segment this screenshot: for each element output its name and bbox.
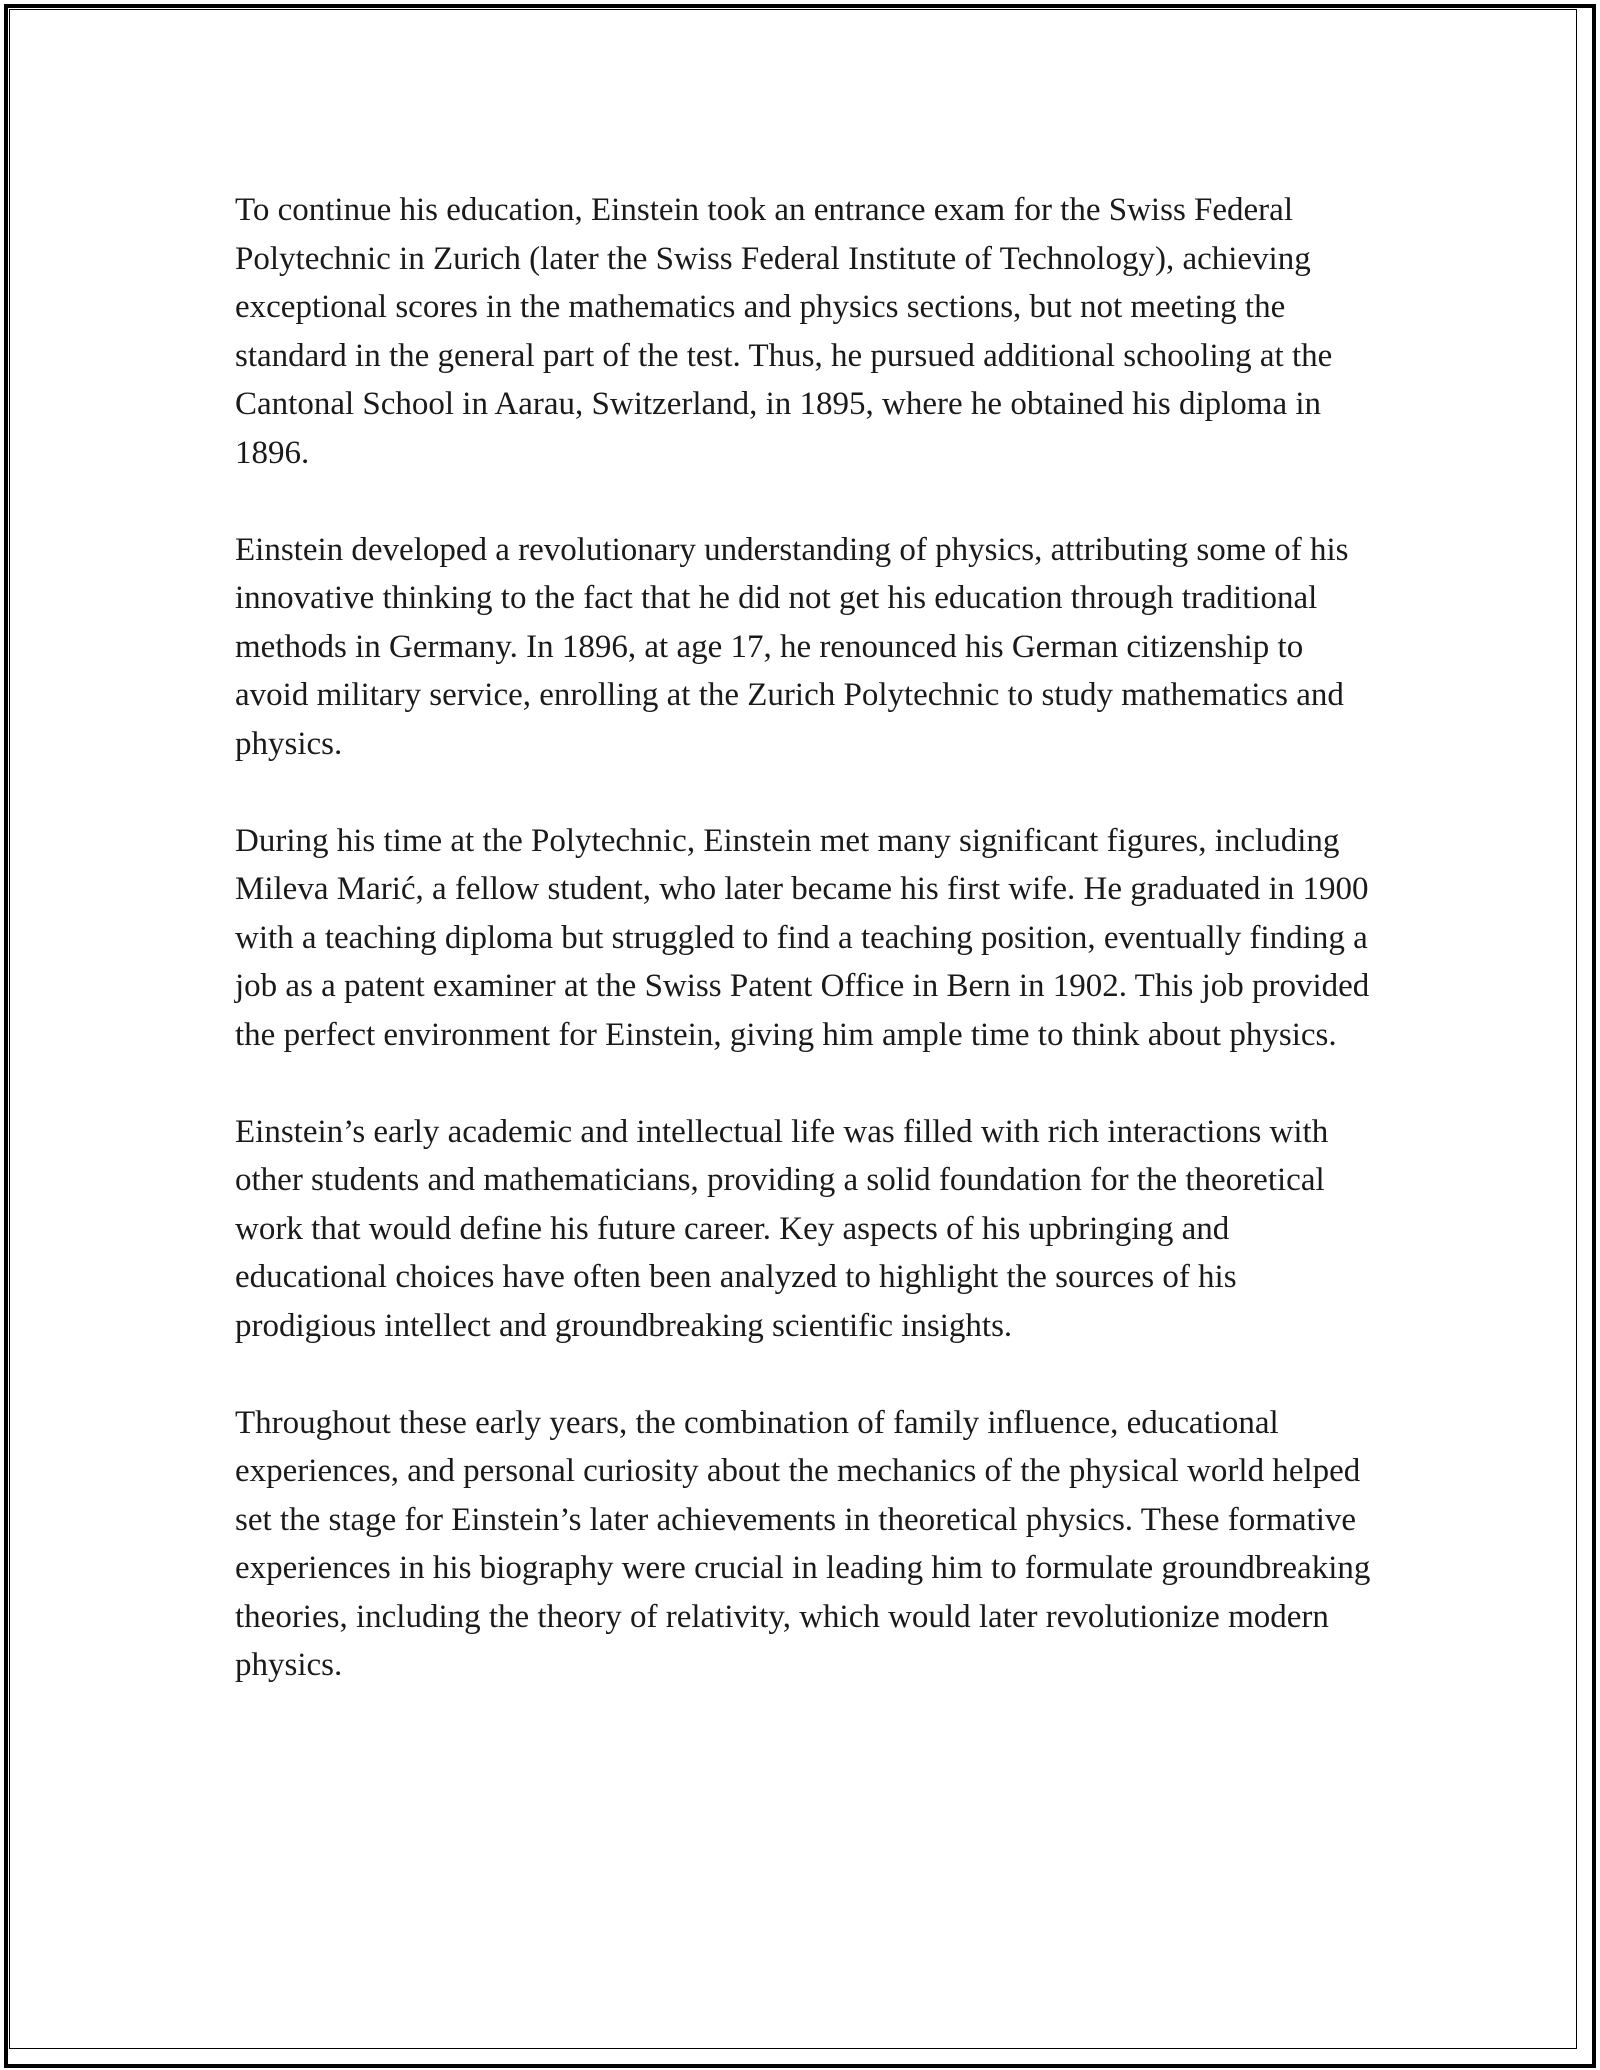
- paragraph-4: Einstein’s early academic and intellectual life was filled with rich interactions with other students and mathematicians, providing a solid foundation for the theoretical work that would define his future career. Key aspects of his upbringing and educational choices have often been analyzed to highlight the sources of his prodigious intellect and groundbreaking scientific insights.: [235, 1113, 1329, 1344]
- paragraph-3: During his time at the Polytechnic, Einstein met many significant figures, including Mileva Marić, a fellow student, who later became his first wife. He graduated in 1900 with a teaching diploma but struggled to find a teaching position, eventually finding a job as a patent examiner at the Swiss Patent Office in Bern in 1902. This job provided the perfect environment for Einstein, giving him ample time to think about physics.: [235, 822, 1370, 1053]
- paragraph-2: Einstein developed a revolutionary understanding of physics, attributing some of his innovative thinking to the fact that he did not get his education through traditional methods in Germany. In 1896, at age 17, he renounced his German citizenship to avoid military service, enrolling at the Zurich Polytechnic to study mathematics and physics.: [235, 531, 1349, 762]
- paragraph-1: To continue his education, Einstein took an entrance exam for the Swiss Federal Polytechnic in Zurich (later the Swiss Federal Institute of Technology), achieving exceptional scores in the mathematics and physics sections, but not meeting the standard in the general part of the test. Thus, he pursued additional schooling at the Cantonal School in Aarau, Switzerland, in 1895, where he obtained his diploma in 1896.: [235, 192, 1333, 471]
- document-body: [235, 186, 1375, 1738]
- paragraph-5: Throughout these early years, the combination of family influence, educational experiences, and personal curiosity about the mechanics of the physical world helped set the stage for Einstein’s later achievements in theoretical physics. These formative experiences in his biography were crucial in leading him to formulate groundbreaking theories, including the theory of relativity, which would later revolutionize modern physics.: [235, 1404, 1371, 1683]
